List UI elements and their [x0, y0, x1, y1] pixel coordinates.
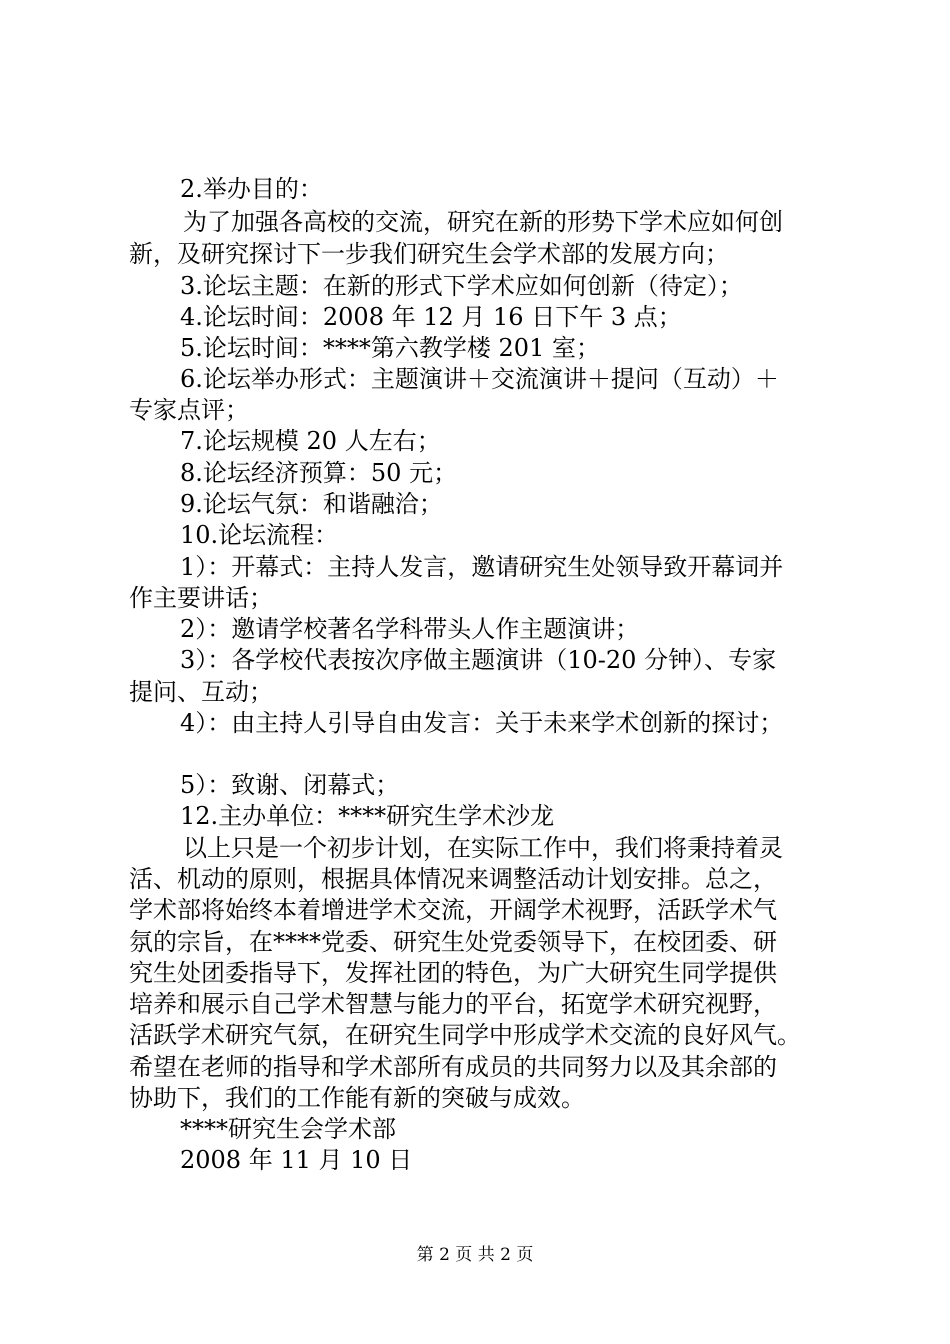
text-line: 新，及研究探讨下一步我们研究生会学术部的发展方向； [129, 240, 729, 268]
text-line: 1）：开幕式：主持人发言，邀请研究生处领导致开幕词并 [180, 553, 784, 581]
text-line: 专家点评； [129, 396, 249, 424]
text-line: 2.举办目的： [180, 175, 323, 203]
text-line: 7.论坛规模 20 人左右； [180, 427, 441, 455]
text-line: 培养和展示自己学术智慧与能力的平台，拓宽学术研究视野， [129, 990, 777, 1018]
text-line: 9.论坛气氛：和谐融洽； [180, 490, 443, 518]
page-footer: 第 2 页 共 2 页 [416, 1245, 534, 1265]
text-line: 3）：各学校代表按次序做主题演讲（10-20 分钟）、专家 [180, 646, 777, 674]
text-line: 学术部将始终本着增进学术交流，开阔学术视野，活跃学术气 [129, 896, 777, 924]
text-line: 3.论坛主题：在新的形式下学术应如何创新（待定）； [180, 272, 743, 300]
text-line: 为了加强各高校的交流，研究在新的形势下学术应如何创 [183, 208, 783, 236]
signature-org: ****研究生会学术部 [180, 1115, 396, 1143]
text-line: 4）：由主持人引导自由发言：关于未来学术创新的探讨； [180, 709, 784, 737]
text-line: 究生处团委指导下，发挥社团的特色，为广大研究生同学提供 [129, 959, 777, 987]
text-line: 希望在老师的指导和学术部所有成员的共同努力以及其余部的 [129, 1053, 777, 1081]
text-line: 12.主办单位：****研究生学术沙龙 [180, 802, 555, 830]
text-line: 5.论坛时间：****第六教学楼 201 室； [180, 334, 600, 362]
text-line: 活、机动的原则，根据具体情况来调整活动计划安排。总之， [129, 865, 777, 893]
signature-date: 2008 年 11 月 10 日 [180, 1146, 413, 1174]
text-line: 作主要讲话； [129, 584, 273, 612]
text-line: 活跃学术研究气氛，在研究生同学中形成学术交流的良好风气。 [129, 1021, 801, 1049]
text-line: 氛的宗旨，在****党委、研究生处党委领导下，在校团委、研 [129, 928, 777, 956]
text-line: 4.论坛时间：2008 年 12 月 16 日下午 3 点； [180, 303, 682, 331]
text-line: 8.论坛经济预算：50 元； [180, 459, 458, 487]
text-line: 10.论坛流程： [180, 521, 339, 549]
text-line: 6.论坛举办形式：主题演讲＋交流演讲＋提问（互动）＋ [180, 365, 779, 393]
text-line: 协助下，我们的工作能有新的突破与成效。 [129, 1084, 585, 1112]
text-line: 以上只是一个初步计划，在实际工作中，我们将秉持着灵 [183, 834, 783, 862]
text-line: 5）：致谢、闭幕式； [180, 771, 400, 799]
text-line: 提问、互动； [129, 678, 273, 706]
text-line: 2）：邀请学校著名学科带头人作主题演讲； [180, 615, 640, 643]
